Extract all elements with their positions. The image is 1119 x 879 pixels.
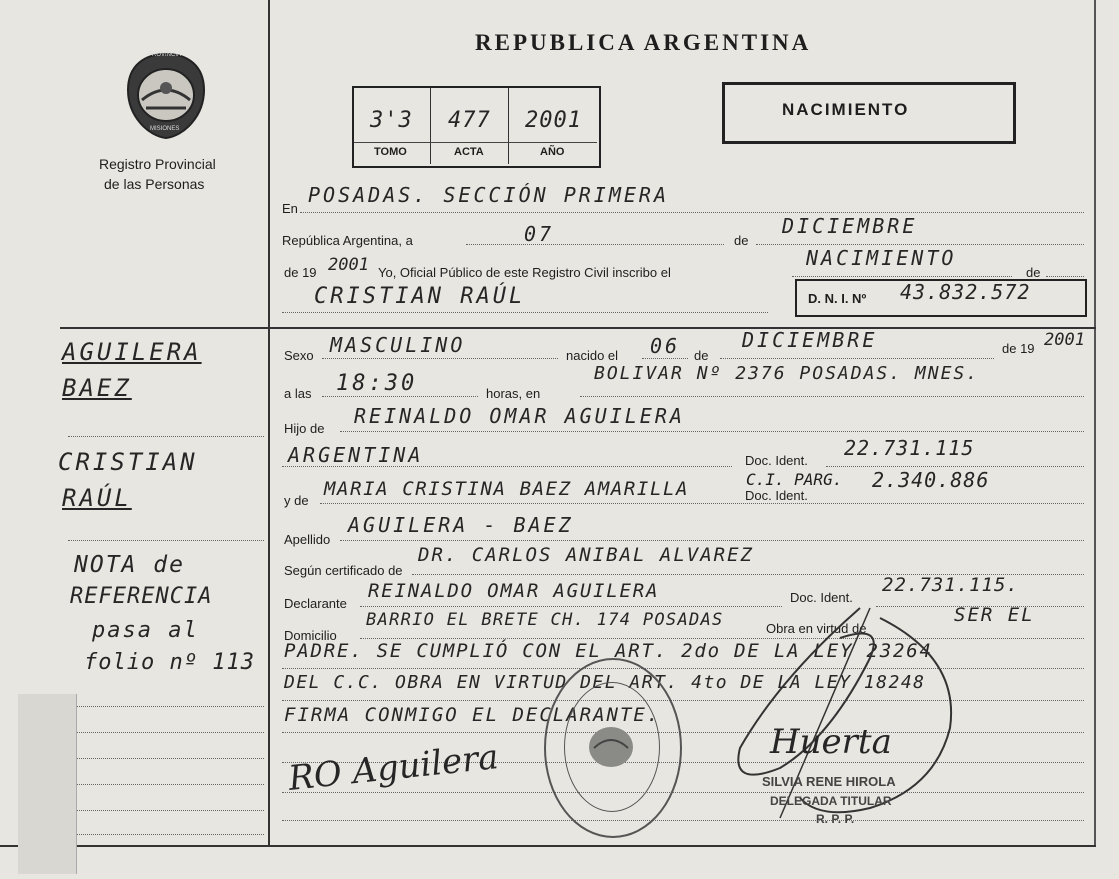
apellido-value: AGUILERA - BAEZ — [348, 513, 574, 537]
acta-value: 477 — [448, 108, 491, 133]
republica-label: República Argentina, a — [282, 233, 413, 248]
nacido-de19-label: de 19 — [1002, 341, 1035, 356]
nacido-de-label: de — [694, 348, 709, 363]
nacido-day: 06 — [650, 334, 681, 358]
apellido-line — [340, 540, 1084, 541]
segun-label: Según certificado de — [284, 563, 403, 578]
nombre-value: CRISTIAN RAÚL — [314, 284, 526, 309]
tomo-value: 3'3 — [370, 108, 413, 133]
declarant-signature: RO Aguilera — [286, 737, 501, 799]
form-section-divider — [270, 327, 1096, 329]
observacion-line-2: DEL C.C. OBRA EN VIRTUD DEL ART. 4to DE LA LEY 18248 — [284, 672, 926, 693]
observacion-line-3: FIRMA CONMIGO EL DECLARANTE. — [284, 704, 661, 726]
margin-surname-1: AGUILERA — [62, 338, 202, 366]
bottom-border — [0, 845, 1096, 847]
left-section-divider — [60, 327, 270, 329]
lugar-line — [580, 396, 1084, 397]
document-type: NACIMIENTO — [782, 100, 910, 119]
margin-line — [68, 436, 264, 437]
nacido-day-line — [642, 358, 688, 359]
horas-label: horas, en — [486, 386, 541, 401]
margin-name-1: CRISTIAN — [58, 448, 198, 476]
nacido-year: 2001 — [1044, 330, 1085, 350]
nacido-month: DICIEMBRE — [742, 328, 878, 352]
madre-line — [320, 503, 1084, 504]
year-prefix: de 19 — [284, 265, 317, 280]
margin-note-1: NOTA de — [74, 552, 185, 578]
day-value: 07 — [524, 222, 555, 246]
madre-docident-label: Doc. Ident. — [745, 488, 808, 503]
stamp-emblem-icon — [584, 722, 638, 772]
margin-note-3: pasa al — [92, 618, 199, 643]
sexo-label: Sexo — [284, 348, 314, 363]
margin-line — [68, 834, 264, 835]
ano-label: AÑO — [540, 146, 565, 158]
acta-label: ACTA — [454, 146, 484, 158]
alas-label: a las — [284, 386, 312, 401]
dni-label: D. N. I. Nº — [808, 291, 867, 306]
month-line — [756, 244, 1084, 245]
margin-line — [68, 706, 264, 707]
seal-text-top: PROVINCIA — [148, 52, 182, 58]
en-line — [300, 212, 1084, 213]
declarante-doc-value: 22.731.115. — [882, 574, 1019, 596]
right-page-edge — [1094, 0, 1096, 845]
medico-value: DR. CARLOS ANIBAL ALVAREZ — [418, 544, 754, 566]
de2-line — [1046, 276, 1084, 277]
padre-line — [340, 431, 1084, 432]
year-value: 2001 — [328, 255, 369, 275]
domicilio-label: Domicilio — [284, 628, 337, 643]
margin-line — [68, 758, 264, 759]
hijo-label: Hijo de — [284, 421, 325, 436]
padre-nacionalidad: ARGENTINA — [288, 443, 424, 467]
month-de-label: de — [734, 233, 749, 248]
margin-name-2: RAÚL — [62, 484, 132, 512]
padre-doc-value: 22.731.115 — [844, 436, 975, 460]
madre-doc-value: 2.340.886 — [872, 468, 990, 492]
record-box-divider-2 — [508, 88, 509, 164]
madre-value: MARIA CRISTINA BAEZ AMARILLA — [324, 478, 690, 500]
observacion-line-1: PADRE. SE CUMPLIÓ CON EL ART. 2do DE LA LEY 23264 — [284, 640, 933, 662]
margin-note-2: REFERENCIA — [70, 584, 213, 609]
padre-doc-line — [826, 466, 1084, 467]
domicilio-value: BARRIO EL BRETE CH. 174 POSADAS — [366, 610, 724, 630]
obra-label: Obra en virtud de — [766, 621, 867, 636]
margin-line — [68, 784, 264, 785]
official-org: R. P. P. — [816, 812, 855, 826]
yde-label: y de — [284, 493, 309, 508]
sexo-line — [322, 358, 558, 359]
obra-value: SER EL — [954, 604, 1035, 626]
margin-surname-2: BAEZ — [62, 374, 132, 402]
madre-doc-prefix: C.I. PARG. — [746, 470, 843, 489]
seal-text-bottom: MISIONES — [150, 126, 180, 132]
ano-value: 2001 — [525, 108, 582, 133]
padre-docident-label: Doc. Ident. — [745, 453, 808, 468]
sexo-value: MASCULINO — [330, 333, 466, 357]
margin-line — [68, 540, 264, 541]
de2-label: de — [1026, 265, 1041, 280]
dni-value: 43.832.572 — [900, 280, 1031, 304]
declarante-label: Declarante — [284, 596, 347, 611]
nacido-label: nacido el — [566, 348, 619, 363]
margin-line — [68, 810, 264, 811]
margin-line — [68, 732, 264, 733]
hora-value: 18:30 — [336, 371, 418, 396]
tomo-label: TOMO — [374, 146, 407, 158]
apellido-label: Apellido — [284, 532, 331, 547]
hora-line — [322, 396, 478, 397]
record-box-label-line — [354, 142, 597, 143]
margin-note-4: folio nº 113 — [84, 650, 255, 675]
month-value: DICIEMBRE — [782, 214, 918, 238]
declarante-docident-label: Doc. Ident. — [790, 590, 853, 605]
registry-name-line1: Registro Provincial — [99, 156, 216, 172]
padre-value: REINALDO OMAR AGUILERA — [354, 404, 685, 428]
declarante-line — [360, 606, 782, 607]
nombre-line — [282, 312, 768, 313]
nacido-month-line — [720, 358, 994, 359]
official-name: SILVIA RENE HIROLA — [762, 774, 896, 789]
lugar-value: BOLIVAR Nº 2376 POSADAS. MNES. — [594, 363, 980, 384]
padre-nac-line — [282, 466, 732, 467]
paper-scrap — [18, 694, 77, 874]
official-signature: Huerta — [770, 722, 892, 762]
declarante-value: REINALDO OMAR AGUILERA — [368, 580, 660, 602]
record-box-divider-1 — [430, 88, 431, 164]
left-column-border — [268, 0, 270, 845]
day-line — [466, 244, 724, 245]
page-title: REPUBLICA ARGENTINA — [475, 30, 812, 55]
en-label: En — [282, 201, 298, 216]
inscribo-value: NACIMIENTO — [806, 246, 957, 270]
official-title: DELEGADA TITULAR — [770, 794, 892, 808]
oficial-text: Yo, Oficial Público de este Registro Civil inscribo el — [378, 265, 671, 280]
inscribo-line — [792, 276, 1012, 277]
registry-name-line2: de las Personas — [104, 176, 205, 192]
en-value: POSADAS. SECCIÓN PRIMERA — [308, 183, 669, 207]
